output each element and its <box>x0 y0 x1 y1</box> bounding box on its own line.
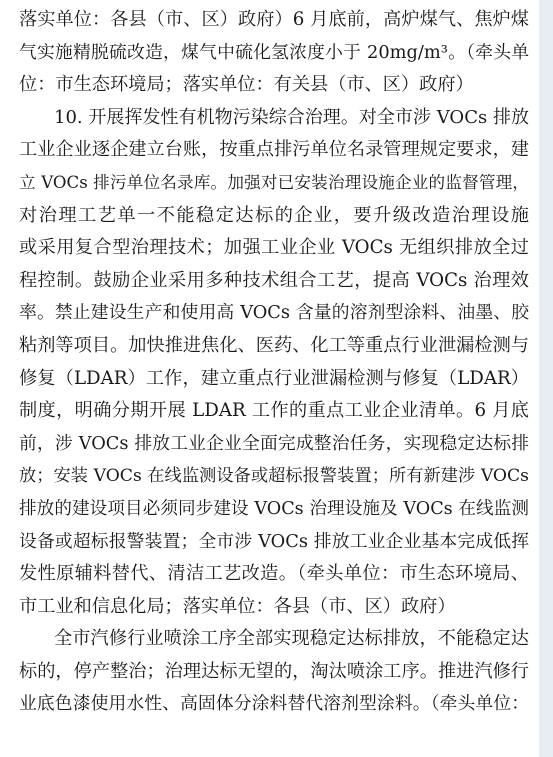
text-line: 粘剂等项目。加快推进焦化、医药、化工等重点行业泄漏检测与 <box>19 334 529 356</box>
text-line: 对治理工艺单一不能稳定达标的企业，要升级改造治理设施 <box>19 204 529 226</box>
text-line: 或采用复合型治理技术；加强工业企业 VOCs 无组织排放全过 <box>19 237 529 259</box>
text-line: 发性原辅料替代、清洁工艺改造。（牵头单位：市生态环境局、 <box>19 563 529 585</box>
text-line: 位：市生态环境局；落实单位：有关县（市、区）政府） <box>19 74 474 96</box>
text-line: 气实施精脱硫改造，煤气中硫化氢浓度小于 20mg/m³。（牵头单 <box>19 41 529 63</box>
text-line: 业底色漆使用水性、高固体分涂料替代溶剂型涂料。（牵头单位： <box>19 693 529 715</box>
page-edge <box>539 0 553 757</box>
text-line: 程控制。鼓励企业采用多种技术组合工艺，提高 VOCs 治理效 <box>19 269 529 291</box>
text-line: 工业企业逐企建立台账，按重点排污单位名录管理规定要求，建 <box>19 139 529 161</box>
text-line: 制度，明确分期开展 LDAR 工作的重点工业企业清单。6 月底 <box>19 400 529 422</box>
text-line: 修复（LDAR）工作，建立重点行业泄漏检测与修复（LDAR） <box>19 367 529 389</box>
text-line: 排放的建设项目必须同步建设 VOCs 治理设施及 VOCs 在线监测 <box>19 498 529 519</box>
text-line: 设备或超标报警装置；全市涉 VOCs 排放工业企业基本完成低挥 <box>19 530 529 552</box>
text-line: 落实单位：各县（市、区）政府）6 月底前，高炉煤气、焦炉煤 <box>19 9 529 30</box>
text-line: 全市汽修行业喷涂工序全部实现稳定达标排放，不能稳定达 <box>54 628 529 650</box>
text-line: 市工业和信息化局；落实单位：各县（市、区）政府） <box>19 595 456 617</box>
text-line: 立 VOCs 排污单位名录库。加强对已安装治理设施企业的监督管理， <box>19 172 529 192</box>
text-line: 前，涉 VOCs 排放工业企业全面完成整治任务，实现稳定达标排 <box>19 432 529 454</box>
text-line: 10. 开展挥发性有机物污染综合治理。对全市涉 VOCs 排放 <box>54 106 529 128</box>
text-line: 率。禁止建设生产和使用高 VOCs 含量的溶剂型涂料、油墨、胶 <box>19 302 529 324</box>
text-line: 放；安装 VOCs 在线监测设备或超标报警装置；所有新建涉 VOCs <box>19 466 529 487</box>
document-body <box>19 4 529 721</box>
text-line: 标的，停产整治；治理达标无望的，淘汰喷涂工序。推进汽修行 <box>19 660 529 682</box>
